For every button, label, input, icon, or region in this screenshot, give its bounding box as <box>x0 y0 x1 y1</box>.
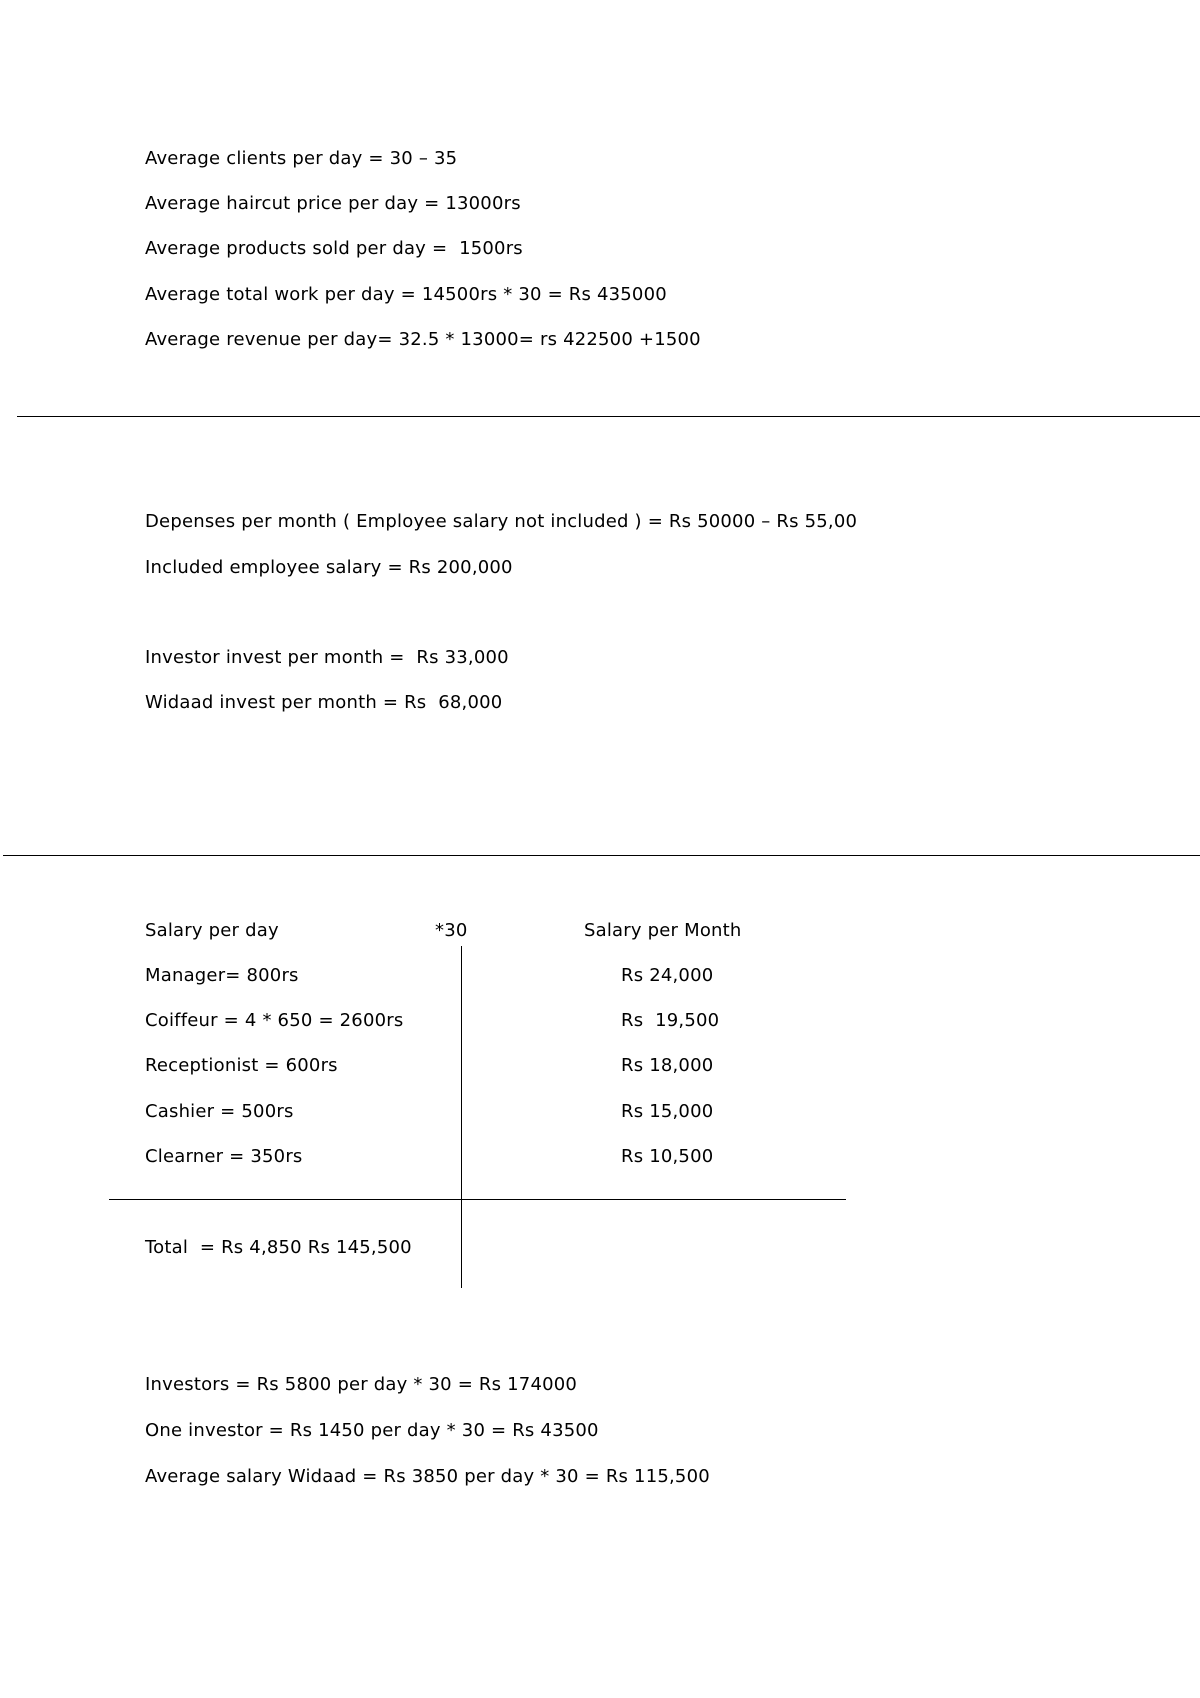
one-investor-line: One investor = Rs 1450 per day * 30 = Rs 43500 <box>145 1420 599 1441</box>
salary-row-left: Manager= 800rs <box>145 965 299 986</box>
divider-2 <box>3 855 1200 856</box>
included-salary-line: Included employee salary = Rs 200,000 <box>145 557 513 578</box>
investors-line: Investors = Rs 5800 per day * 30 = Rs 174000 <box>145 1374 578 1395</box>
salary-row-right: Rs 24,000 <box>621 965 714 986</box>
investor-invest-line: Investor invest per month = Rs 33,000 <box>145 647 509 668</box>
salary-row-right: Rs 19,500 <box>621 1010 720 1031</box>
salary-row-right: Rs 15,000 <box>621 1101 714 1122</box>
table-horizontal-rule <box>109 1199 846 1200</box>
avg-products-line: Average products sold per day = 1500rs <box>145 238 523 259</box>
avg-salary-widaad-line: Average salary Widaad = Rs 3850 per day * 30 = Rs 115,500 <box>145 1466 710 1487</box>
avg-revenue-line: Average revenue per day= 32.5 * 13000= rs 422500 +1500 <box>145 329 701 350</box>
salary-per-day-header: Salary per day <box>145 920 279 941</box>
divider-1 <box>17 416 1200 417</box>
multiplier-header: *30 <box>435 920 468 941</box>
salary-total-line: Total = Rs 4,850 Rs 145,500 <box>145 1237 412 1258</box>
salary-row-left: Coiffeur = 4 * 650 = 2600rs <box>145 1010 404 1031</box>
salary-row-right: Rs 10,500 <box>621 1146 714 1167</box>
avg-total-work-line: Average total work per day = 14500rs * 30 = Rs 435000 <box>145 284 667 305</box>
avg-haircut-line: Average haircut price per day = 13000rs <box>145 193 521 214</box>
salary-row-right: Rs 18,000 <box>621 1055 714 1076</box>
table-vertical-rule <box>461 946 462 1288</box>
avg-clients-line: Average clients per day = 30 – 35 <box>145 148 458 169</box>
salary-per-month-header: Salary per Month <box>584 920 742 941</box>
salary-row-left: Cashier = 500rs <box>145 1101 294 1122</box>
salary-row-left: Receptionist = 600rs <box>145 1055 338 1076</box>
expenses-line: Depenses per month ( Employee salary not included ) = Rs 50000 – Rs 55,00 <box>145 511 858 532</box>
salary-row-left: Clearner = 350rs <box>145 1146 303 1167</box>
widaad-invest-line: Widaad invest per month = Rs 68,000 <box>145 692 503 713</box>
